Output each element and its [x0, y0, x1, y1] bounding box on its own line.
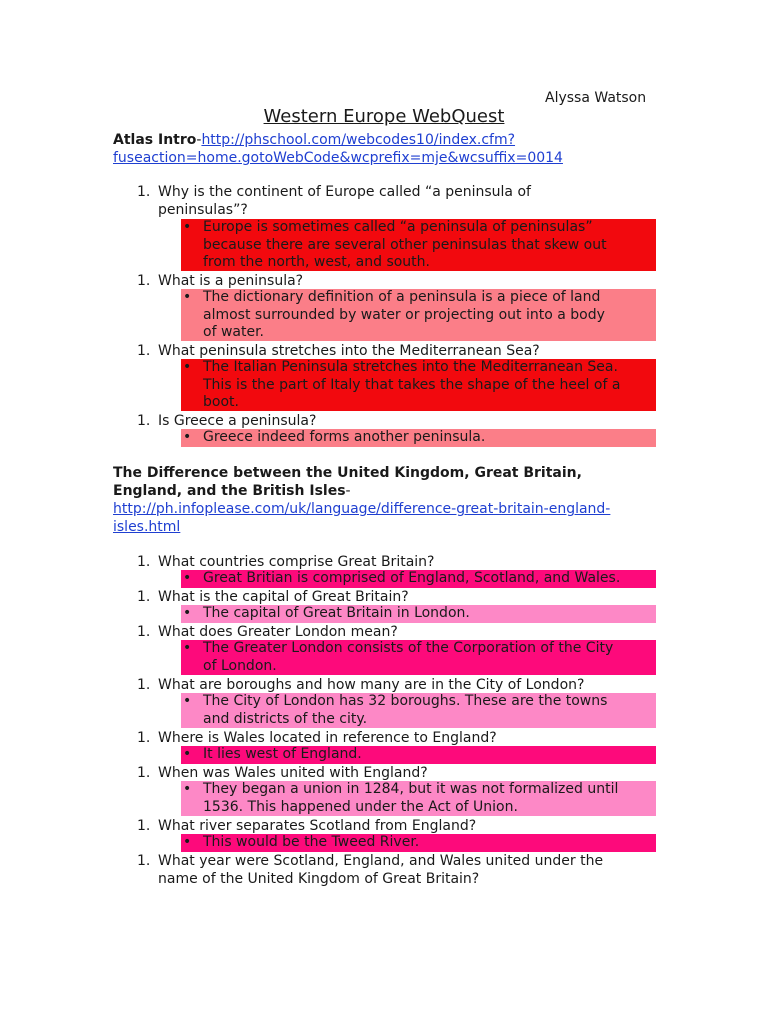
answer-highlight: [181, 746, 656, 764]
answer-highlight: [181, 289, 656, 341]
bullet-icon: •: [183, 289, 192, 305]
question-number: 1.: [137, 818, 151, 834]
answer-text: They began a union in 1284, but it was not formalized until 1536. This happened under the Act of Union.: [203, 781, 619, 815]
answer-highlight: [181, 429, 656, 447]
section-heading-atlas: [113, 131, 658, 167]
answer-text: The City of London has 32 boroughs. These are the towns and districts of the city.: [203, 693, 608, 727]
bullet-icon: •: [183, 834, 192, 850]
question-number: 1.: [137, 273, 151, 289]
question-text: Why is the continent of Europe called “a peninsula of peninsulas”?: [158, 184, 531, 218]
bullet-icon: •: [183, 359, 192, 375]
answer-text: Europe is sometimes called “a peninsula of peninsulas” because there are several other peninsulas that skew out from the north, west, and south.: [203, 219, 607, 270]
document-title: Western Europe WebQuest: [263, 106, 505, 127]
bullet-icon: •: [183, 429, 192, 445]
author-name: Alyssa Watson: [545, 90, 647, 106]
answer-highlight: [181, 219, 656, 271]
answer-highlight: [181, 693, 656, 728]
bullet-icon: •: [183, 640, 192, 656]
question-number: 1.: [137, 589, 151, 605]
answer-text: Greece indeed forms another peninsula.: [203, 429, 486, 445]
answer-highlight: [181, 834, 656, 852]
answer-highlight: [181, 605, 656, 623]
question-number: 1.: [137, 765, 151, 781]
answer-highlight: [181, 781, 656, 816]
answer-text: The capital of Great Britain in London.: [203, 605, 470, 621]
heading-separator: -: [345, 483, 351, 499]
bullet-icon: •: [183, 219, 192, 235]
question-text: What is a peninsula?: [158, 273, 304, 289]
question-number: 1.: [137, 730, 151, 746]
question-text: What river separates Scotland from England?: [158, 818, 477, 834]
answer-text: The dictionary definition of a peninsula is a piece of land almost surrounded by water or projecting out into a body of water.: [203, 289, 605, 340]
section-heading-text: Atlas Intro: [113, 132, 197, 148]
atlas-link-part1[interactable]: http://phschool.com/webcodes10/index.cfm?: [201, 132, 516, 148]
question-text: Is Greece a peninsula?: [158, 413, 317, 429]
answer-text: The Greater London consists of the Corporation of the City of London.: [203, 640, 614, 674]
answer-highlight: [181, 570, 656, 588]
bullet-icon: •: [183, 781, 192, 797]
atlas-link-part2[interactable]: fuseaction=home.gotoWebCode&wcprefix=mje&wcsuffix=0014: [113, 150, 563, 166]
question-text: When was Wales united with England?: [158, 765, 428, 781]
question-number: 1.: [137, 624, 151, 640]
section-heading-line2: England, and the British Isles: [113, 483, 346, 499]
question-number: 1.: [137, 554, 151, 570]
answer-text: It lies west of England.: [203, 746, 362, 762]
bullet-icon: •: [183, 605, 192, 621]
question-number: 1.: [137, 184, 151, 200]
question-number: 1.: [137, 343, 151, 359]
answer-highlight: [181, 640, 656, 675]
question-text: What year were Scotland, England, and Wales united under the name of the United Kingdom of Great Britain?: [158, 853, 604, 887]
heading-separator: -: [196, 132, 202, 148]
section-heading-uk: [113, 464, 658, 536]
question-text: Where is Wales located in reference to England?: [158, 730, 497, 746]
bullet-icon: •: [183, 746, 192, 762]
infoplease-link-part2[interactable]: isles.html: [113, 519, 181, 535]
question-text: What are boroughs and how many are in the City of London?: [158, 677, 585, 693]
question-number: 1.: [137, 677, 151, 693]
section-heading-line1: The Difference between the United Kingdom, Great Britain,: [113, 465, 582, 481]
question-text: What is the capital of Great Britain?: [158, 589, 409, 605]
answer-highlight: [181, 359, 656, 411]
question-text: What countries comprise Great Britain?: [158, 554, 435, 570]
infoplease-link-part1[interactable]: http://ph.infoplease.com/uk/language/difference-great-britain-england-: [113, 501, 611, 517]
question-number: 1.: [137, 413, 151, 429]
question-text: What peninsula stretches into the Mediterranean Sea?: [158, 343, 540, 359]
answer-text: The Italian Peninsula stretches into the Mediterranean Sea. This is the part of Italy that takes the shape of the heel of a boot.: [203, 359, 621, 410]
answer-text: Great Britian is comprised of England, Scotland, and Wales.: [203, 570, 621, 586]
question-number: 1.: [137, 853, 151, 869]
bullet-icon: •: [183, 693, 192, 709]
bullet-icon: •: [183, 570, 192, 586]
question-text: What does Greater London mean?: [158, 624, 398, 640]
answer-text: This would be the Tweed River.: [203, 834, 420, 850]
